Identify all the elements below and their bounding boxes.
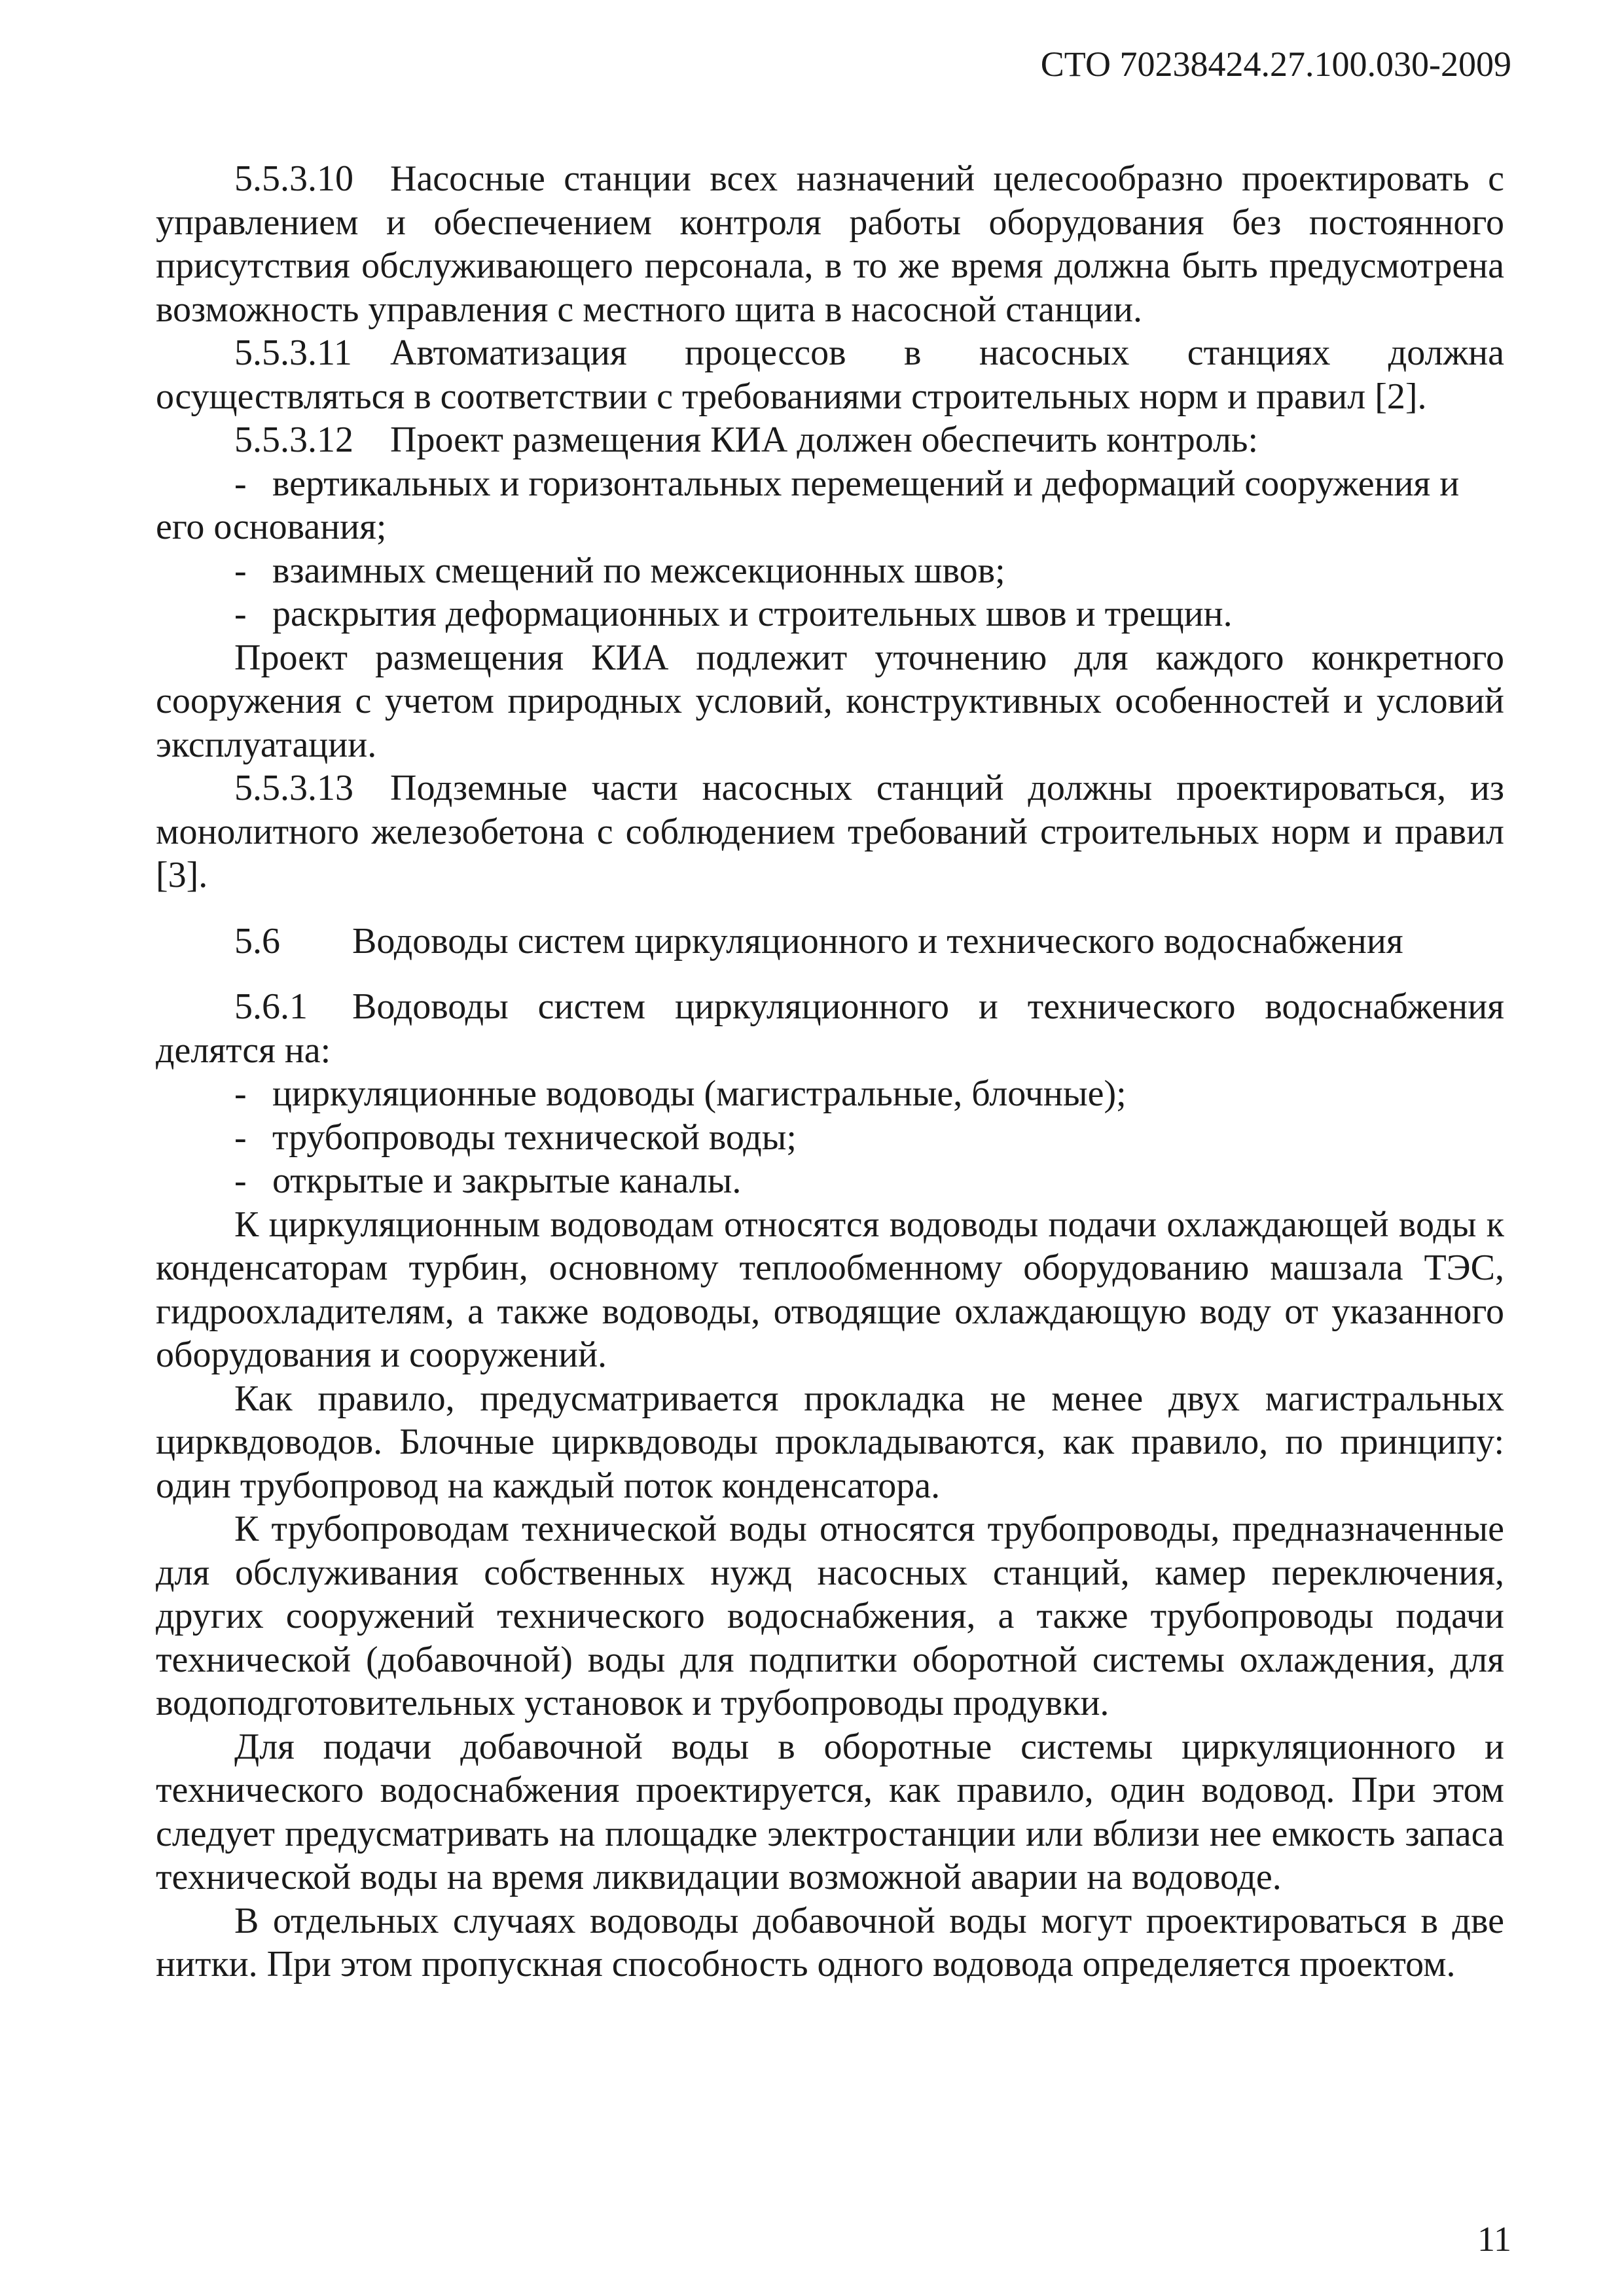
clause-number: 5.5.3.11 — [234, 332, 352, 373]
list-marker: - — [234, 594, 247, 634]
paragraph-kia-note: Проект размещения КИА подлежит уточнению для каждого конкретного сооружения с учетом природных условий, конструктивных особенностей и условий эксплуатации. — [156, 637, 1504, 765]
paragraph-5-5-3-12 — [156, 418, 1504, 462]
body-paragraph: В отдельных случаях водоводы добавочной воды могут проектироваться в две нитки. При этом пропускная способность одного водовода определяется проектом. — [156, 1900, 1504, 1984]
body-paragraph: К трубопроводам технической воды относятся трубопроводы, предназначенные для обслуживания собственных нужд насосных станций, камер переключения, других сооружений технического водоснабжения, а также трубопроводы подачи технической (добавочной) воды для подпитки оборотной системы охлаждения, для водоподготовительных установок и трубопроводы продувки. — [156, 1509, 1504, 1723]
list-marker: - — [234, 1073, 247, 1114]
clause-number: 5.5.3.13 — [234, 768, 353, 808]
list-item-text: взаимных смещений по межсекционных швов; — [272, 550, 1005, 591]
list-marker: - — [234, 1117, 247, 1158]
clause-number: 5.5.3.10 — [234, 158, 353, 199]
list-marker: - — [234, 1160, 247, 1201]
list-item-text: циркуляционные водоводы (магистральные, блочные); — [272, 1073, 1127, 1114]
clause-number: 5.6.1 — [234, 986, 308, 1027]
clause-number: 5.5.3.12 — [234, 420, 353, 460]
list-item — [156, 592, 1504, 636]
paragraph-text: Подземные части насосных станций должны проектироваться, из монолитного железобетона с соблюдением требований строительных норм и правил [3]. — [156, 768, 1504, 895]
body-paragraph: Как правило, предусматривается прокладка не менее двух магистральных цирквдоводов. Блочные цирквдоводы прокладываются, как правило, по принципу: один трубопровод на каждый поток конденсатора. — [156, 1378, 1504, 1506]
body-paragraph: К циркуляционным водоводам относятся водоводы подачи охлаждающей воды к конденсаторам турбин, основному теплообменному оборудованию машзала ТЭС, гидроохладителям, а также водоводы, отводящие охлаждающую воду от указанного оборудования и сооружений. — [156, 1204, 1504, 1375]
list-item — [156, 1159, 1504, 1203]
paragraph-5-5-3-11 — [156, 331, 1504, 418]
paragraph-5-5-3-13 — [156, 766, 1504, 897]
list-item-text: трубопроводы технической воды; — [272, 1117, 797, 1158]
list-item-text: открытые и закрытые каналы. — [272, 1160, 742, 1201]
document-body — [156, 157, 1504, 1986]
paragraph-5-6-1 — [156, 985, 1504, 1072]
list-item — [156, 1116, 1504, 1160]
list-marker: - — [234, 463, 247, 504]
document-code: СТО 70238424.27.100.030-2009 — [1040, 45, 1511, 84]
paragraph-text: Водоводы систем циркуляционного и технического водоснабжения делятся на: — [156, 986, 1504, 1071]
list-item — [156, 462, 1504, 549]
list-item-text: вертикальных и горизонтальных перемещений и деформаций сооружения и его основания; — [156, 463, 1460, 547]
list-item — [156, 549, 1504, 593]
list-item-text: раскрытия деформационных и строительных швов и трещин. — [272, 594, 1233, 634]
page-number: 11 — [1477, 2219, 1511, 2259]
section-title: Водоводы систем циркуляционного и технического водоснабжения — [352, 920, 1403, 961]
paragraph-text: Проект размещения КИА должен обеспечить контроль: — [390, 420, 1259, 460]
section-heading-5-6 — [156, 920, 1504, 963]
list-item — [156, 1072, 1504, 1116]
body-paragraph: Для подачи добавочной воды в оборотные системы циркуляционного и технического водоснабжения проектируется, как правило, один водовод. При этом следует предусматривать на площадке электростанции или вблизи нее емкость запаса технической воды на время ликвидации возможной аварии на водоводе. — [156, 1726, 1504, 1897]
paragraph-text: Автоматизация процессов в насосных станциях должна осуществляться в соответствии с требованиями строительных норм и правил [2]. — [156, 332, 1504, 417]
paragraph-text: Насосные станции всех назначений целесообразно проектировать с управлением и обеспечением контроля работы оборудования без постоянного присутствия обслуживающего персонала, в то же время должна быть предусмотрена возможность управления с местного щита в насосной станции. — [156, 158, 1504, 330]
list-marker: - — [234, 550, 247, 591]
section-number: 5.6 — [234, 920, 280, 961]
paragraph-5-5-3-10 — [156, 157, 1504, 331]
